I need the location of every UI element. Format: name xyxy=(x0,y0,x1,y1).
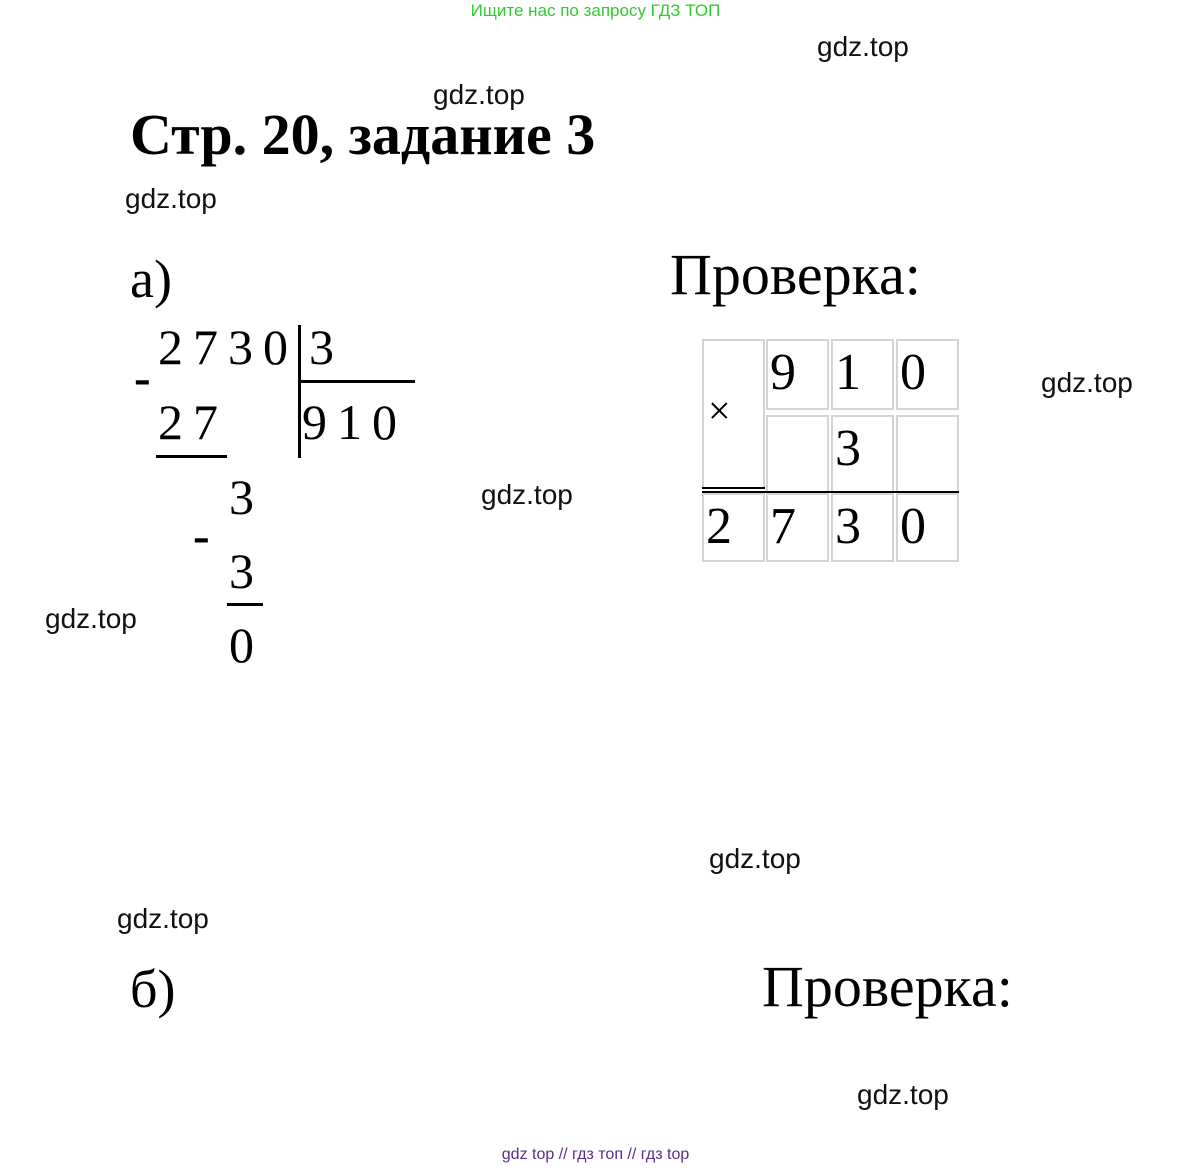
watermark: gdz.top xyxy=(817,31,909,62)
watermark: gdz.top xyxy=(45,603,137,634)
minus-sign: - xyxy=(134,349,151,405)
times-sign-cell xyxy=(702,339,765,489)
check-b-label: Проверка: xyxy=(762,954,1013,1019)
multiplicand-digit: 9 xyxy=(766,339,829,410)
multiplier-digit xyxy=(766,415,829,493)
watermark: gdz.top xyxy=(709,843,801,874)
check-a-label: Проверка: xyxy=(670,242,921,307)
final-remainder: 0 xyxy=(229,617,254,673)
step2-remainder: 3 xyxy=(229,469,254,525)
product-digit: 2 xyxy=(702,493,765,562)
part-b-label: б) xyxy=(130,959,176,1019)
times-sign: × xyxy=(708,388,731,433)
step2-subtrahend: 3 xyxy=(229,543,254,599)
step1-subtrahend: 27 xyxy=(158,394,228,450)
multiplicand-digit: 0 xyxy=(896,339,959,410)
division-vertical-bar xyxy=(298,325,301,458)
watermark: gdz.top xyxy=(433,79,525,110)
minus-sign: - xyxy=(193,507,210,563)
product-digit: 0 xyxy=(896,493,959,562)
quotient: 910 xyxy=(302,394,407,450)
divisor: 3 xyxy=(309,319,334,375)
step2-line xyxy=(227,603,263,606)
part-a-label: а) xyxy=(130,249,172,309)
product-double-line xyxy=(702,487,765,489)
watermark: gdz.top xyxy=(117,903,209,934)
watermark: gdz.top xyxy=(125,183,217,214)
watermark: gdz.top xyxy=(481,479,573,510)
product-digit: 3 xyxy=(831,493,894,562)
watermark: gdz.top xyxy=(1041,367,1133,398)
divisor-underline xyxy=(300,380,415,383)
multiplier-digit xyxy=(896,415,959,493)
step1-line xyxy=(156,455,227,458)
dividend: 2730 xyxy=(158,319,298,375)
product-digit: 7 xyxy=(766,493,829,562)
search-hint-link[interactable]: Ищите нас по запросу ГДЗ ТОП xyxy=(470,1,721,20)
page-title: Стр. 20, задание 3 xyxy=(130,102,596,167)
watermark: gdz.top xyxy=(857,1079,949,1110)
multiplicand-digit: 1 xyxy=(831,339,894,410)
footer-links[interactable]: gdz top // гдз топ // гдз top xyxy=(501,1146,690,1163)
multiplier-digit: 3 xyxy=(831,415,894,493)
